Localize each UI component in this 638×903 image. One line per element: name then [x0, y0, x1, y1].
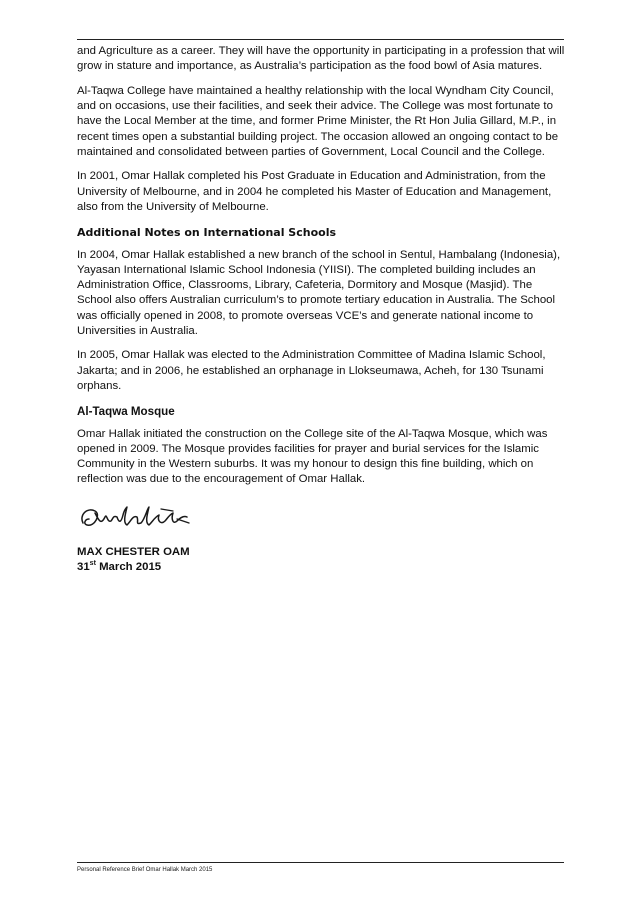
footer-rule [77, 862, 564, 863]
date-rest: March 2015 [95, 561, 162, 574]
paragraph: In 2005, Omar Hallak was elected to the Administration Committee of Madina Islamic School, Jakarta; and in 2006, he established an orphanage in Llokseumawa, Acheh, for 130 Tsunami orphans. [77, 349, 546, 392]
paragraph: In 2004, Omar Hallak established a new branch of the school in Sentul, Hambalang (Indonesia), Yayasan International Islamic School Indonesia (YIISI). The completed building includes an Administration Office, Classrooms, Library, Cafeteria, Dormitory and Mosque (Masjid). The School also offers Australian curriculum’s to promote tertiary education in Australia. The School was officially opened in 2008, to promote overseas VCE’s and generate national income to Universities in Australia. [77, 248, 561, 337]
signature-date [77, 560, 567, 575]
header-rule [77, 39, 564, 40]
document-body [77, 44, 567, 575]
page-footer: Personal Reference Brief Omar Hallak March 2015 [77, 867, 213, 873]
section-heading-mosque: Al-Taqwa Mosque [77, 404, 175, 418]
paragraph: Omar Hallak initiated the construction on the College site of the Al-Taqwa Mosque, which was opened in 2009. The Mosque provides facilities for prayer and burial services for the Islamic Community in the Western suburbs. It was my honour to design this fine building, which on reflection was due to the encouragement of Omar Hallak. [77, 427, 548, 486]
signer-name: MAX CHESTER OAM [77, 546, 190, 559]
section-heading-international: Additional Notes on International Schools [77, 225, 337, 239]
handwritten-signature [77, 497, 567, 543]
date-day: 31 [77, 561, 90, 574]
paragraph: In 2001, Omar Hallak completed his Post Graduate in Education and Administration, from the University of Melbourne, and in 2004 he completed his Master of Education and Management, also from the University of Melbourne. [77, 170, 552, 213]
signature-icon [77, 501, 197, 541]
paragraph: Al-Taqwa College have maintained a healthy relationship with the local Wyndham City Council, and on occasions, use their facilities, and seek their advice. The College was most fortunate to have the Local Member at the time, and former Prime Minister, the Rt Hon Julia Gillard, M.P., in recent times open a substantial building project. The occasion allowed an ongoing contact to be maintained and consolidated between parties of Government, Local Council and the College. [77, 84, 559, 158]
paragraph: and Agriculture as a career. They will have the opportunity in participating in a profession that will grow in stature and importance, as Australia’s participation as the food bowl of Asia matures. [77, 45, 565, 73]
date-suffix: st [89, 560, 96, 568]
